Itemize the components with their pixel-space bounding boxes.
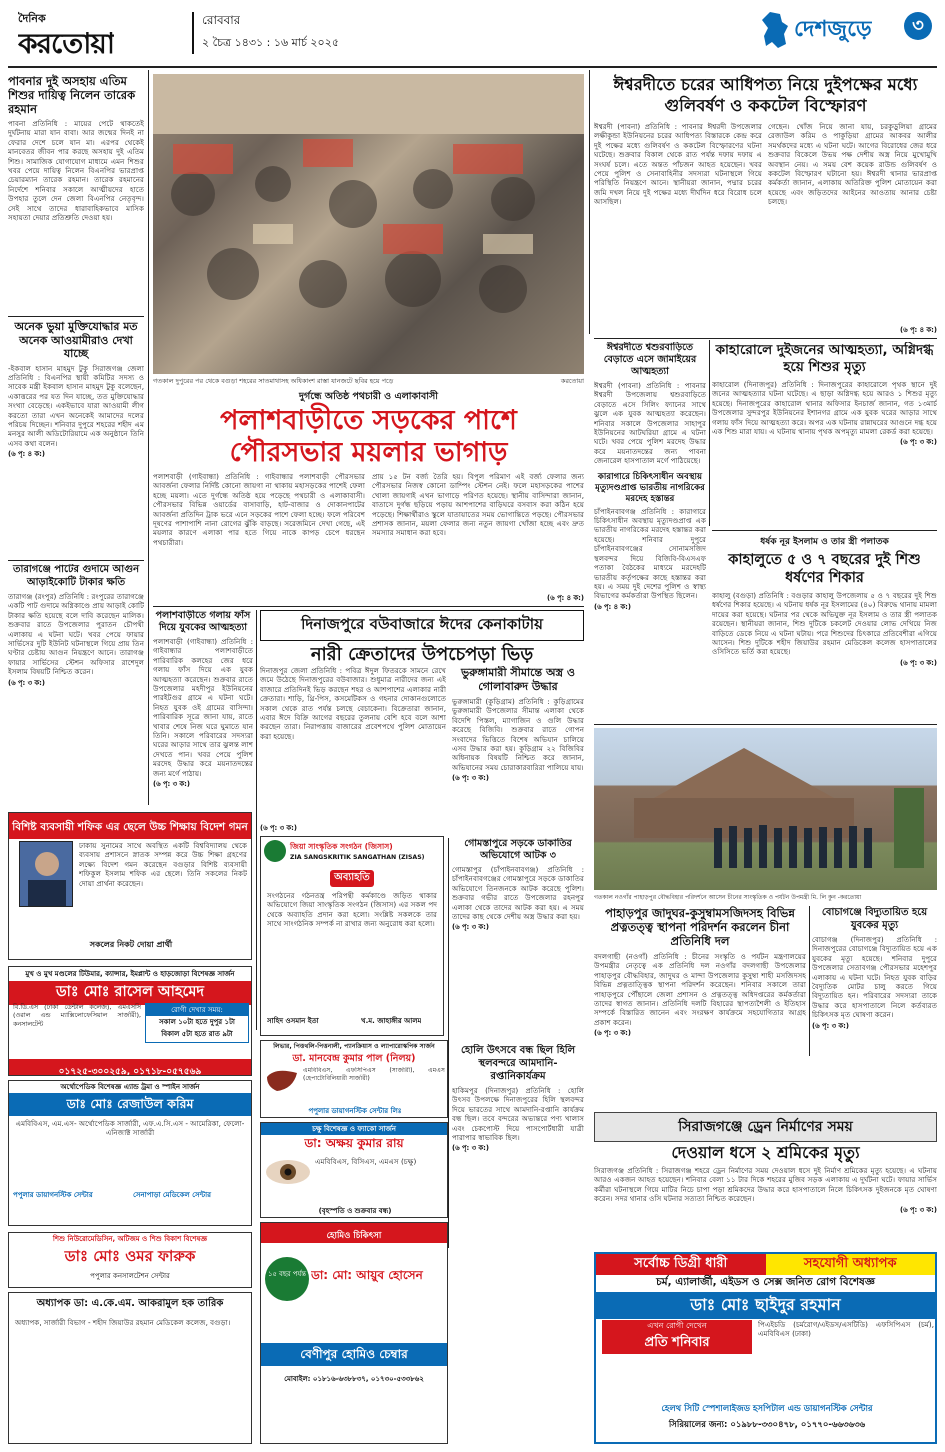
doctor-name: অধ্যাপক ডা: এ.কে.এম. আকরামুল হক তারিক: [36, 1298, 224, 1309]
logo-big: করতোয়া: [18, 27, 114, 58]
story-title: দেওয়াল ধসে ২ শ্রমিকের মৃত্যু: [671, 1143, 860, 1162]
continued-label: (৬ পৃ: ৩ ক:): [260, 824, 297, 832]
story-title: ঈশ্বরদীতে শ্বশুরবাড়িতে বেড়াতে এসে জামাইয়ের আত্মহত্যা: [603, 342, 697, 377]
schedule-label: রোগী দেখার সময়:: [146, 1004, 248, 1016]
banner-line1: এখন রোগী দেখেন: [647, 1321, 707, 1330]
age-badge-text: ১৫ বছর পর্যন্ত: [268, 1270, 306, 1278]
continued-label: (৬ পৃ: ৩ ক:): [900, 438, 937, 447]
phone-number: ০১৭২৫-৩০০২৫৯, ০১৭১৮-০৫৭৫৬৯: [58, 1067, 202, 1076]
continued-label: (৬ পৃ: ৩ ক:): [153, 780, 190, 789]
story-title: ঈশ্বরদীতে চরের আধিপত্য নিয়ে দুইপক্ষের মধ্যে গুলিবর্ষণ ও ককটেল বিস্ফোরণ: [613, 75, 918, 115]
closed-days: (বৃহস্পতি ও শুক্রবার বন্ধ): [318, 1207, 392, 1215]
lead-photo-caption: [153, 376, 584, 388]
doctor-name: ডাঃ মোঃ রাসেল আহমেদ: [55, 984, 205, 1000]
ad-top: শিশু নিউরোমেডিসিন, অটিজম ও শিশু বিকাশ বিশেষজ্ঞ: [52, 1235, 208, 1243]
divider: [594, 724, 937, 725]
column-rule: [589, 70, 590, 334]
ad-top: চক্ষু বিশেষজ্ঞ ও ফ্যাকো সার্জন: [261, 1123, 447, 1135]
continued-label: (৬ পৃ: ৩ ক:): [452, 774, 489, 783]
story-title: পলাশবাড়ীতে গলায় ফাঁস দিয়ে যুবকের আত্মহত্যা: [155, 610, 251, 633]
paharpur-photo-caption: গতকাল নওগাঁর পাহাড়পুর বৌদ্ধবিহার পরিদর্শনে আসেন চীনের সাংস্কৃতিক ও পর্যটন উপমন্ত্রী মি. লি কুন -করতোয়া: [594, 894, 862, 901]
story-kahalu: [712, 534, 937, 722]
story-kicker: দুর্গন্ধে অতিষ্ঠ পথচারী ও এলাকাবাসী: [299, 391, 438, 402]
masthead: [8, 6, 937, 62]
story-title: অনেক ভুয়া মুক্তিযোদ্ধার মত অনেক আওয়ামীরাও দেখা যাচ্ছে: [14, 320, 138, 360]
story-sirajganj: [594, 1112, 937, 1248]
speciality: চর্ম, এ্যালার্জী, এইডস ও সেক্স জনিত রোগ বিশেষজ্ঞ: [656, 1276, 875, 1288]
doctor-name: ডাঃ মোঃ রেজাউল করিম: [66, 1096, 194, 1111]
story-body: -ইকবাল হাসান মাহমুদ টুকু সিরাজগঞ্জ জেলা প্রতিনিধি : বিএনপির স্থায়ী কমিটির সদস্য ও সাবেক মন্ত্রী ইকবাল হাসান মাহমুদ টুকু বলেছেন, একাত্তরের পর যত দিন যাচ্ছে, তত মুক্তিযোদ্ধার সংখ্যা বেড়েছে। একইভাবে যারা আওয়ামী লীগ করতো তারা এখন অনেকেই আমাদের দলের পরিচয় দিচ্ছেন। শনিবার দুপুরে শহরের শহীদ এম মনসুর আলী অডিটোরিয়ামে এক অনুষ্ঠানে তিনি এসব কথা বলেন।: [8, 363, 144, 448]
ad-body: অধ্যাপক, সার্জারী বিভাগ - শহীদ জিয়াউর রহমান মেডিকেল কলেজ, বগুড়া।: [15, 1318, 231, 1327]
schedule-box: [145, 1003, 249, 1043]
chamber-bar: [261, 1343, 447, 1366]
continued-label: (৬ পৃ: ৪ ক:): [547, 594, 584, 602]
doctor-qualifications: এমবিবিএস, বিসিএস, এমএস (চক্ষু): [315, 1157, 417, 1166]
story-pabna-orphans: [8, 74, 144, 312]
doctor-qualifications: পিএইচডি (চর্মরোগ/এইডস/এসটিডি) এফসিপিএস (চর্ম), এমবিবিএস (ঢাকা): [758, 1320, 934, 1339]
signatory-2: খ.ম. জাহাঙ্গীর আলম: [361, 1017, 422, 1025]
delegation-image: [594, 728, 937, 890]
chamber: পপুলার কনসালটেশন সেন্টার: [90, 1272, 170, 1280]
masthead-date: ২ চৈত্র ১৪৩১ : ১৬ মার্চ ২০২৫: [202, 36, 339, 49]
masthead-divider: [192, 12, 194, 54]
doctor-name: ডা: অক্ষয় কুমার রায়: [304, 1136, 404, 1150]
signatory-1: সাহিদ ওসমান ইতা: [267, 1017, 319, 1025]
chamber-1: পপুলার ডায়াগনস্টিক সেন্টার: [13, 1191, 93, 1199]
ad-shofik-son-abroad: [8, 812, 252, 960]
ad-dr-rasel: [8, 966, 252, 1076]
story-gomostapur: [452, 838, 584, 1038]
ad-dr-tarik: [8, 1292, 252, 1444]
banner-text: সিরাজগঞ্জে ড্রেন নির্মাণের সময়: [678, 1119, 853, 1135]
story-kaharol: [712, 342, 937, 528]
notice-heading: অব্যাহতি: [330, 870, 374, 887]
story-title: পাবনার দুই অসহায় এতিম শিশুর দায়িত্ব নিলেন তারেক রহমান: [8, 74, 136, 116]
age-badge: [265, 1257, 309, 1301]
continued-label: (৬ পৃ: ৩ ক:): [812, 1021, 849, 1030]
section-title: দেশজুড়ে: [794, 17, 872, 42]
caption-credit: করতোয়া: [560, 377, 584, 385]
story-title: বোচাগঞ্জে বিদ্যুতায়িত হয়ে যুবকের মৃত্যু: [821, 907, 928, 931]
story-body: গোমস্তাপুর (চাঁপাইনবাবগঞ্জ) প্রতিনিধি : চাঁপাইনবাবগঞ্জের গোমস্তাপুরে সড়কে ডাকাতির অভিযোগে তিনজনকে আটক করেছে পুলিশ। শুক্রবার গভীর রাতে উপজেলার রহনপুর এলাকা থেকে তাদের আটক করা হয়। এ সময় তাদের কাছ থেকে দেশীয় অস্ত্র উদ্ধার করা হয়।: [452, 865, 584, 922]
bangladesh-map-icon: [760, 10, 790, 50]
column-rule: [256, 610, 257, 1030]
divider: [594, 338, 937, 339]
story-title: ভুরুঙ্গামারী সীমান্তে অস্ত্র ও গোলাবারুদ উদ্ধার: [460, 666, 575, 693]
chamber: পপুলার ডায়াগনস্টিক সেন্টার লিঃ: [308, 1107, 402, 1115]
story-body-col-a: ঈশ্বরদী (পাবনা) প্রতিনিধি : পাবনার ঈশ্বরদী উপজেলার লক্ষীকুন্ডা ইউনিয়নের চরের আধিপত্য বিস্তারকে কেন্দ্র করে দুই পক্ষের মধ্যে গুলিবর্ষণ ও ককটেল বিস্ফোরণের ঘটনা ঘটেছে। শুক্রবার বিকাল থেকে রাত পর্যন্ত দফায় দফায় এ সংঘর্ষ চলে। এতে অন্তত পাঁচজন আহত হয়েছেন। খবর পেয়ে পুলিশ ও সেনাবাহিনীর সদস্যরা ঘটনাস্থলে গিয়ে পরিস্থিতি নিয়ন্ত্রণে আনে। স্থানীয়রা জানান, পদ্মার চরের জমি দখল নিয়ে দুই পক্ষের মধ্যে দীর্ঘদিন ধরে বিরোধ চলে আসছিল।: [594, 122, 762, 207]
story-body: সিরাজগঞ্জ প্রতিনিধি : সিরাজগঞ্জ শহরে ড্রেন নির্মাণের সময় দেওয়াল ধসে দুই নির্মাণ শ্রমিকের মৃত্যু হয়েছে। এ ঘটনায় আরও একজন আহত হয়েছেন। শনিবার বেলা ১১ টার দিকে শহরের মুজিব সড়ক এলাকায় এ দুর্ঘটনা ঘটে। ফায়ার সার্ভিস কর্মীরা ঘটনাস্থলে গিয়ে মাটির নিচে চাপা পড়া শ্রমিকদের উদ্ধার করে হাসপাতালে নিলে চিকিৎসক দুইজনকে মৃত ঘোষণা করেন। সদর থানার ওসি ঘটনার সত্যতা নিশ্চিত করেছেন।: [594, 1166, 937, 1204]
continued-label: (৬ পৃ: ৪ ক:): [594, 602, 631, 611]
ad-top-right: সহযোগী অধ্যাপক: [766, 1254, 936, 1275]
story-title: হোলি উৎসবে বন্ধ ছিল হিলি স্থলবন্দরে আমদানি-রপ্তানিকার্যক্রম: [460, 1045, 576, 1082]
doctor-qualifications: এমবিবিএস, এফসিপিএস (সার্জারী), এমএস (হেপাটোবিলিয়ারী সার্জারী): [303, 1067, 445, 1082]
continued-label: (৬ পৃ: ৪ ক:): [900, 326, 937, 334]
story-bhurungamari: [452, 666, 584, 834]
ad-top-row: [596, 1254, 935, 1275]
phone-number: মোবাইল: ০১৮১৬-৬৩৮৮৩৭, ০১৭৩০-৫৩৩৮৬২: [284, 1375, 424, 1383]
masthead-day: রোববার: [202, 13, 241, 27]
masthead-logo: [18, 10, 186, 58]
lead-photo-traffic: [153, 74, 584, 374]
story-body-col-a: পলাশবাড়ী (গাইবান্ধা) প্রতিনিধি : গাইবান্ধার পলাশবাড়ী পৌরসভার আবর্জনা ফেলার নির্দিষ্ট কোনো জায়গা না থাকায় মহাসড়কের পাশেই ফেলা হচ্ছে ময়লা। এতে দুর্গন্ধে অতিষ্ঠ হয়ে পড়েছে পথচারী ও এলাকাবাসী। পৌরসভার বিভিন্ন ওয়ার্ডের বাসাবাড়ি, হাট-বাজার ও দোকানপাটের আবর্জনা প্রতিদিন ট্রাক ভরে এনে সড়কের পাশে ফেলা হচ্ছে। ফলে পরিবেশ দূষণের পাশাপাশি নানা রোগের ঝুঁকি বাড়ছে। সরেজমিনে দেখা গেছে, এই ময়লার কারণে এলাকা পার হতে গিয়ে নাকে কাপড় চেপে ধরছেন পথচারীরা।: [153, 472, 365, 547]
continued-label: (৬ পৃ: ৩ ক:): [900, 1205, 937, 1214]
rickshaw-crowd-image: [153, 74, 584, 374]
continued-label: (৬ পৃ: ৩ ক:): [900, 658, 937, 667]
story-banner: [594, 1112, 937, 1142]
story-body: বোচাগঞ্জ (দিনাজপুর) প্রতিনিধি : দিনাজপুরের বোচাগঞ্জে বিদ্যুতায়িত হয়ে এক যুবকের মৃত্যু হয়েছে। শনিবার দুপুরে উপজেলার সেতাবগঞ্জ পৌরসভার মহেশপুর এলাকায় এ ঘটনা ঘটে। নিহত যুবক বাড়ির বৈদ্যুতিক মোটর চালু করতে গিয়ে বিদ্যুতায়িত হন। পরিবারের সদস্যরা তাকে উদ্ধার করে হাসপাতালে নিলে কর্তব্যরত চিকিৎসক মৃত ঘোষণা করেন।: [812, 935, 937, 1020]
ad-top-left: সর্বোচ্চ ডিগ্রী ধারী: [596, 1254, 766, 1275]
story-palashbari-suicide: [153, 610, 253, 806]
column-rule: [448, 838, 449, 1248]
sub-story-title: কারাগারে চিকিৎসাধীন অবস্থায় মৃত্যুদণ্ডপ্রাপ্ত ভারতীয় নাগরিকের মরদেহ হস্তান্তর: [595, 471, 705, 504]
story-body: বদলগাছী (নওগাঁ) প্রতিনিধি : চীনের সংস্কৃতি ও পর্যটন মন্ত্রণালয়ের উপমন্ত্রীর নেতৃত্বে এক প্রতিনিধি দল নওগাঁর বদলগাছী উপজেলার পাহাড়পুর বৌদ্ধবিহার, জাদুঘর ও মান্দা উপজেলার কুসুম্বা শাহী মসজিদসহ বিভিন্ন প্রত্নতাত্ত্বিক স্থাপনা পরিদর্শন করেছেন। শনিবার সকালে তারা পাহাড়পুরে পৌঁছালে জেলা প্রশাসন ও প্রত্নতত্ত্ব অধিদপ্তরের কর্মকর্তারা তাদের স্বাগত জানান। প্রতিনিধি দলটি বিহারের স্থাপত্যশৈলী ও ইতিহাস সম্পর্কে বিস্তারিত জানেন এবং সংরক্ষণ কার্যক্রমে সহযোগিতার আগ্রহ প্রকাশ করেন।: [594, 952, 806, 1027]
story-body: পাবনা প্রতিনিধি : মায়ের পেটে থাকতেই দুর্ঘটনায় মারা যান বাবা। আর জন্মের দিনই না ফেরার দেশে চলে যান মা। এরপর থেকেই মানবেতর জীবন পার করছে অসহায় দুই এতিম শিশু। সামাজিক যোগাযোগ মাধ্যমে এমন শিশুর খবর পেয়ে দায়িত্ব নিলেন বিএনপির ভারপ্রাপ্ত চেয়ারম্যান তারেক রহমান। তারেক রহমানের নির্দেশে শনিবার সকালে আত্মীয়দের হাতে উপহার তুলে দেন জেলা বিএনপির নেতৃবৃন্দ। সেই সাথে তাদের ধারাবাহিকভাবে মাসিক সহায়তা দেয়ার প্রতিশ্রুতি দেওয়া হয়।: [8, 119, 144, 223]
org-logo-row: [261, 837, 443, 865]
story-body: কাহারোল (দিনাজপুর) প্রতিনিধি : দিনাজপুরের কাহারোলে পৃথক স্থানে দুই জনের আত্মহত্যার ঘটনা ঘটেছে। এ ছাড়া অগ্নিদগ্ধ হয়ে আরও ১ শিশুর মৃত্যু হয়েছে। দিনাজপুরের কাহারোল থানার অফিসার ইনচার্জ জানান, গত ১৩মার্চ উপজেলার সুন্দরপুর ইউনিয়নের ইশানগর গ্রামে এক যুবক ঘরের আড়ার সাথে গলায় ফাঁস দিয়ে আত্মহত্যা করে। অপর এক ঘটনায় রান্নাঘরের আগুনে দগ্ধ হয়ে এক শিশু মারা যায়। এ ঘটনায় থানায় পৃথক অপমৃত্যু মামলা রেকর্ড করা হয়েছে।: [712, 380, 937, 437]
schedule-morning: সকাল ১০টা হতে দুপুর ১টা: [159, 1018, 235, 1026]
ad-title-bar: [9, 813, 251, 839]
divider: [8, 316, 144, 317]
continued-label: (৬ পৃ: ৩ ক:): [452, 923, 489, 932]
ad-footer: সকলের নিকট দোয়া প্রার্থী: [89, 940, 173, 949]
continued-label: (৬ পৃ: ৪ ক:): [8, 450, 45, 459]
phone-number: সিরিয়ালের জন্য: ০১৯৮৮-৩৩০৪৭৮, ০১৭৭০-৬৬৩৬৩৬: [668, 1420, 866, 1430]
story-title: পাহাড়পুর জাদুঘর-কুসুম্বামসজিদসহ বিভিন্ন প্রত্নতত্ত্ব স্থাপনা পরিদর্শন করলেন চীনা প্রতিনিধি দল: [605, 906, 795, 948]
doctor-name: ডা. মানবেন্দ্র কুমার পাল (নিলয়): [292, 1053, 416, 1064]
org-name-en: ZIA SANGSKRITIK SANGATHAN (ZISAS): [290, 854, 425, 861]
sub-story-body: চাঁপাইনবাবগঞ্জ প্রতিনিধি : কারাগারে চিকিৎসাধীন অবস্থায় মৃত্যুদণ্ডপ্রাপ্ত এক ভারতীয় নাগরিকের মরদেহ হস্তান্তর করা হয়েছে। শনিবার দুপুরে চাঁপাইনবাবগঞ্জের সোনামসজিদ স্থলবন্দর দিয়ে বিজিবি-বিএসএফ পতাকা বৈঠকের মাধ্যমে মরদেহটি ভারতীয় কর্তৃপক্ষের কাছে হস্তান্তর করা হয়। এ সময় দুই দেশের পুলিশ ও স্বাস্থ্য বিভাগের কর্মকর্তারা উপস্থিত ছিলেন।: [594, 506, 706, 601]
story-title: গোমস্তাপুরে সড়কে ডাকাতির অভিযোগে আটক ৩: [464, 838, 572, 861]
ad-dr-saidur: [594, 1252, 937, 1444]
doctor-name: ডাঃ মোঃ ওমর ফারুক: [64, 1247, 196, 1265]
notice-heading-bar: [261, 865, 443, 887]
divider: [153, 606, 584, 607]
ad-top: অর্থোপেডিক বিশেষজ্ঞ এ্যান্ড ট্রমা ও স্পাইন সার্জন: [60, 1083, 200, 1091]
caption-text: গতকাল দুপুরের পর থেকে বগুড়া শহরের সাতমাথাসহ অধিকাংশ রাস্তা যানজটে ছবির হয়ে পড়ে: [153, 377, 394, 385]
doctor-name-bar: [596, 1292, 935, 1319]
banner-text: দিনাজপুরে বউবাজারে ঈদের কেনাকাটায়: [301, 615, 543, 633]
column-rule: [148, 70, 149, 805]
story-body: ঈশ্বরদী (পাবনা) প্রতিনিধি : পাবনার ঈশ্বরদী উপজেলায় শ্বশুরবাড়িতে বেড়াতে এসে সিলিং ফ্যানের সাথে ঝুলে এক যুবক আত্মহত্যা করেছেন। শনিবার সকালে উপজেলার সাহাপুর ইউনিয়নের আটঘরিয়া গ্রামে এ ঘটনা ঘটে। খবর পেয়ে পুলিশ মরদেহ উদ্ধার করে ময়নাতদন্তের জন্য পাবনা জেনারেল হাসপাতাল মর্গে পাঠিয়েছে।: [594, 381, 706, 466]
saturday-banner: [602, 1320, 752, 1354]
story-taraganj-fire: [8, 564, 144, 800]
story-bochaganj: [812, 906, 937, 1056]
divider: [8, 560, 144, 561]
doctor-name: ডাঃ মোঃ ছাইদুর রহমান: [690, 1295, 841, 1314]
divider: [712, 530, 937, 531]
story-headline-line2: পৌরসভার ময়লার ভাগাড়: [229, 437, 508, 468]
avatar: [19, 841, 73, 907]
story-banner: [260, 610, 584, 641]
page-number-text: ৩: [912, 15, 924, 36]
ad-homeo-ayub: [260, 1222, 448, 1444]
ad-top-bar: [261, 1223, 447, 1243]
ad-dr-omar: [8, 1232, 252, 1288]
hospital-name: হেলথ সিটি স্পেশালাইজড হসপিটাল এন্ড ডায়াগনস্টিক সেন্টার: [661, 1404, 873, 1414]
story-title: কাহালুতে ৫ ও ৭ বছরের দুই শিশু ধর্ষণের শিকার: [728, 552, 921, 586]
page-number: [904, 12, 932, 40]
story-body: পলাশবাড়ী (গাইবান্ধা) প্রতিনিধি : গাইবান্ধার পলাশবাড়ীতে পারিবারিক কলহের জের ধরে গলায় ফাঁস দিয়ে এক যুবক আত্মহত্যা করেছেন। শুক্রবার রাতে উপজেলার মহদীপুর ইউনিয়নের পারইটগুর গ্রামে এ ঘটনা ঘটে। নিহত যুবক ওই গ্রামের বাসিন্দা। পারিবারিক সূত্রে জানা যায়, রাতে খাবার শেষে নিজ ঘরে ঘুমাতে যান তিনি। সকালে পরিবারের সদস্যরা ঘরের আড়ার সাথে তার ঝুলন্ত লাশ দেখতে পান। খবর পেয়ে পুলিশ মরদেহ উদ্ধার করে ময়নাতদন্তের জন্য মর্গে পাঠায়।: [153, 637, 253, 778]
story-kicker: ধর্ষক নূর ইসলাম ও তার স্ত্রী পলাতক: [760, 537, 889, 547]
story-title: নারী ক্রেতাদের উপচেপড়া ভিড়: [310, 644, 534, 665]
story-headline-line1: পলাশবাড়ীতে সড়কের পাশে: [220, 405, 517, 436]
paharpur-delegation-photo: [594, 728, 937, 890]
ad-top: মুখ ও মুখ মণ্ডলের টিউমার, ক্যান্সার, ইমপ্লান্ট ও হাড়জোড়া বিশেষজ্ঞ সার্জন: [25, 970, 235, 978]
ad-dr-akshoy: [260, 1122, 448, 1218]
doctor-qualifications: এমবিবিএস, এম.এস- অর্থোপেডিক সার্জারী, এফ.এ.সি.এস - আমেরিকা, ফেলো- এনিজাক্ট সার্জারী: [15, 1119, 245, 1138]
story-paharpur: [594, 906, 806, 1112]
continued-label: (৬ পৃ: ৩ ক:): [594, 1029, 631, 1038]
ad-top: হোমিও চিকিৎসা: [326, 1231, 382, 1241]
column-rule: [809, 906, 810, 1056]
story-palashbari-waste: [153, 390, 584, 604]
story-body-col-b: প্রায় ১৫ টন বর্জ্য তৈরি হয়। বিপুল পরিমাণ এই বর্জ্য ফেলার জন্য পৌরসভার নিজস্ব কোনো ডাম্পিং স্টেশন নেই। ফলে মহাসড়কের পাশের খোলা জায়গাই এখন ভাগাড়ে পরিণত হয়েছে। স্থানীয় বাসিন্দারা জানান, বাতাসে দুর্গন্ধ ছড়িয়ে পড়ায় আশপাশের বাড়িঘরে বসবাস করা কঠিন হয়ে পড়েছে। শিক্ষার্থীরাও স্কুলে যাতায়াতের সময় ভোগান্তিতে পড়ছে। পৌরসভার প্রশাসক জানান, ময়লা ফেলার জন্য নতুন জায়গা খোঁজা হচ্ছে এবং দ্রুত সমস্যার সমাধান করা হবে।: [372, 472, 584, 538]
story-body: হাকিমপুর (দিনাজপুর) প্রতিনিধি : হোলি উৎসব উপলক্ষে দিনাজপুরের হিলি স্থলবন্দর দিয়ে ভারতের সাথে আমদানি-রপ্তানি কার্যক্রম বন্ধ ছিল। তবে বন্দরের অভ্যন্তরে পণ্য খালাস এবং চেকপোস্ট দিয়ে পাসপোর্টধারী যাত্রী পারাপার স্বাভাবিক ছিল।: [452, 1086, 584, 1143]
story-ishwardi-clash: [594, 74, 937, 336]
ad-name-bar: [9, 981, 251, 1005]
chamber: বেণীপুর হোমিও চেম্বার: [300, 1347, 408, 1361]
banner-line2: প্রতি শনিবার: [644, 1335, 710, 1350]
story-body: ভুরুঙ্গামারী (কুড়িগ্রাম) প্রতিনিধি : কুড়িগ্রামের ভুরুঙ্গামারী উপজেলার সীমান্ত এলাকা থেকে বিদেশি পিস্তল, ম্যাগাজিন ও গুলি উদ্ধার করেছে বিজিবি। শুক্রবার রাতে গোপন সংবাদের ভিত্তিতে বিশেষ অভিযান চালিয়ে এসব উদ্ধার করা হয়। কুড়িগ্রাম ২২ বিজিবির অধিনায়ক বিষয়টি নিশ্চিত করে জানান, অভিযানের সময় চোরাকারবারিরা পালিয়ে যায়।: [452, 697, 584, 772]
continued-label: (৬ পৃ: ৩ ক:): [8, 678, 45, 687]
ad-name-bar: [9, 1093, 251, 1116]
liver-icon: [265, 1067, 299, 1093]
doctor-qualifications: বি.ডি.এস (ঢাকা ডেন্টাল কলেজ), এমএসসি (ওরাল এন্ড ম্যাক্সিলোফেসিয়াল সার্জারী), কনসালটেন্ট: [13, 1003, 141, 1028]
continued-label: (৬ পৃ: ৩ ক:): [452, 1144, 489, 1153]
ad-zisas-notice: [260, 836, 444, 1036]
ad-dr-manabendra: [260, 1040, 448, 1118]
ad-dr-rejaul: [8, 1080, 252, 1226]
eye-icon: [265, 1157, 311, 1187]
ad-title: বিশিষ্ট ব্যবসায়ী শফিক এর ছেলে উচ্চ শিক্ষায় বিদেশ গমন: [12, 821, 248, 833]
doctor-name: ডা: মো: আয়ুব হোসেন: [311, 1268, 423, 1282]
story-hili: [452, 1044, 584, 1248]
org-emblem-icon: [264, 840, 286, 862]
ad-body: ঢাকায় সুনামের সাথে অবস্থিত একটি বিশ্ববিদ্যালয় থেকে ব্যবসায় প্রশাসনে স্নাতক সম্পন্ন করে উচ্চ শিক্ষা গ্রহণের লক্ষ্যে বিদেশ গমন করেছেন বগুড়ার বিশিষ্ট ব্যবসায়ী শফিকুল ইসলাম শফিক এর ছেলে। তিনি সকলের নিকট দোয়া প্রার্থনা করেছেন।: [79, 841, 247, 888]
story-ishwardi-suicide: [594, 342, 706, 720]
notice-body: সংগঠনের গঠনতন্ত্র পরিপন্থী কর্মকাণ্ডে জড়িত থাকার অভিযোগে জিয়া সাংস্কৃতিক সংগঠন (জিসাস) এর সকল পদ থেকে অব্যাহতি প্রদান করা হলো। সংশ্লিষ্ট সকলকে তার সাথে সাংগঠনিক সম্পর্ক না রাখার জন্য অনুরোধ করা হলো।: [267, 891, 437, 929]
logo-small: দৈনিক: [18, 12, 46, 25]
story-title: কাহারোলে দুইজনের আত্মহত্যা, অগ্নিদগ্ধ হয়ে শিশুর মৃত্যু: [715, 342, 934, 375]
story-body-col-b: গেছেন। খোঁজ নিয়ে জানা যায়, চরকুড়ুলিয়া গ্রামের রেজাউল করিম ও পাকুড়িয়া গ্রামের আকবর আলীর সমর্থকদের মধ্যে এ ঘটনা ঘটে। আগের বিরোধের জের ধরে শুক্রবার বিকেলে উভয় পক্ষ দেশীয় অস্ত্র নিয়ে মুখোমুখি অবস্থান নেয়। এ সময় বেশ কয়েক রাউন্ড গুলিবর্ষণ ও ককটেল বিস্ফোরণ ঘটানো হয়। ঈশ্বরদী থানার ভারপ্রাপ্ত কর্মকর্তা জানান, এলাকায় অতিরিক্ত পুলিশ মোতায়েন করা হয়েছে এবং জড়িতদের আইনের আওতায় আনার চেষ্টা চলছে।: [768, 122, 937, 207]
ad-top: লিভার, পিত্তথলি-পিত্তনালী, প্যানক্রিয়াস ও ল্যাপারোস্কপিক সার্জন: [273, 1043, 435, 1050]
column-rule: [709, 340, 710, 526]
story-body: কাহালু (বগুড়া) প্রতিনিধি : বগুড়ার কাহালু উপজেলায় ৫ ও ৭ বছরের দুই শিশু ধর্ষণের শিকার হয়েছে। এ ঘটনায় ধর্ষক নূর ইসলামের (৪০) বিরুদ্ধে থানায় মামলা দায়ের করা হয়েছে। ঘটনার পর থেকে অভিযুক্ত নূর ইসলাম ও তার স্ত্রী পলাতক রয়েছেন। স্থানীয়রা জানান, শিশু দুটিকে চকলেট দেওয়ার লোভ দেখিয়ে নিজ বাড়িতে ডেকে নিয়ে এ ঘটনা ঘটায়। পরে শিশুদের চিৎকারে প্রতিবেশীরা এগিয়ে আসেন। শিশু দুটিকে শহীদ জিয়াউর রহমান মেডিকেল কলেজ হাসপাতালের ওসিসিতে ভর্তি করা হয়েছে।: [712, 591, 937, 657]
story-fake-freedom-fighters: [8, 320, 144, 556]
story-body: তারাগঞ্জ (রংপুর) প্রতিনিধি : রংপুরের তারাগঞ্জে একটি পাট গুদামে অগ্নিকাণ্ডে প্রায় আড়াই কোটি টাকার ক্ষতি হয়েছে বলে দাবি করেছেন মালিক। শুক্রবার রাতে উপজেলার পুরাতন চৌপথী এলাকায় এ ঘটনা ঘটে। খবর পেয়ে ফায়ার সার্ভিসের দুটি ইউনিট ঘটনাস্থলে গিয়ে প্রায় তিন ঘণ্টার চেষ্টায় আগুন নিয়ন্ত্রণে আনে। তারাগঞ্জ ফায়ার সার্ভিসের স্টেশন অফিসার রাশেদুল ইসলাম বিষয়টি নিশ্চিত করেন।: [8, 592, 144, 677]
story-body: দিনাজপুর জেলা প্রতিনিধি : পবিত্র ঈদুল ফিতরকে সামনে রেখে জমে উঠেছে দিনাজপুরের বউবাজার। শুধুমাত্র নারীদের জন্য এই বাজারে প্রতিদিনই ভিড় করছেন শহর ও আশপাশের এলাকার নারী ক্রেতারা। শাড়ি, থ্রি-পিস, কসমেটিকস ও গহনার দোকানগুলোতে সকাল থেকে রাত পর্যন্ত চলছে বেচাকেনা। বিক্রেতারা জানান, এবার ঈদে বিক্রি আগের বছরের তুলনায় বেশি হবে বলে আশা করছেন তারা। নিরাপত্তায় বাজারের প্রবেশপথে পুলিশ মোতায়েন করা হয়েছে।: [260, 666, 446, 741]
masthead-rule: [8, 66, 937, 68]
chamber-2: সেনাপাড়া মেডিকেল সেন্টার: [133, 1191, 212, 1199]
org-name: জিয়া সাংস্কৃতিক সংগঠন (জিসাস): [290, 842, 393, 851]
phone-bar: [9, 1059, 251, 1076]
story-title: তারাগঞ্জে পাটের গুদামে আগুন আড়াইকোটি টাকার ক্ষতি: [12, 564, 140, 588]
schedule-evening: বিকাল ৫টা হতে রাত ৯টা: [161, 1030, 233, 1038]
